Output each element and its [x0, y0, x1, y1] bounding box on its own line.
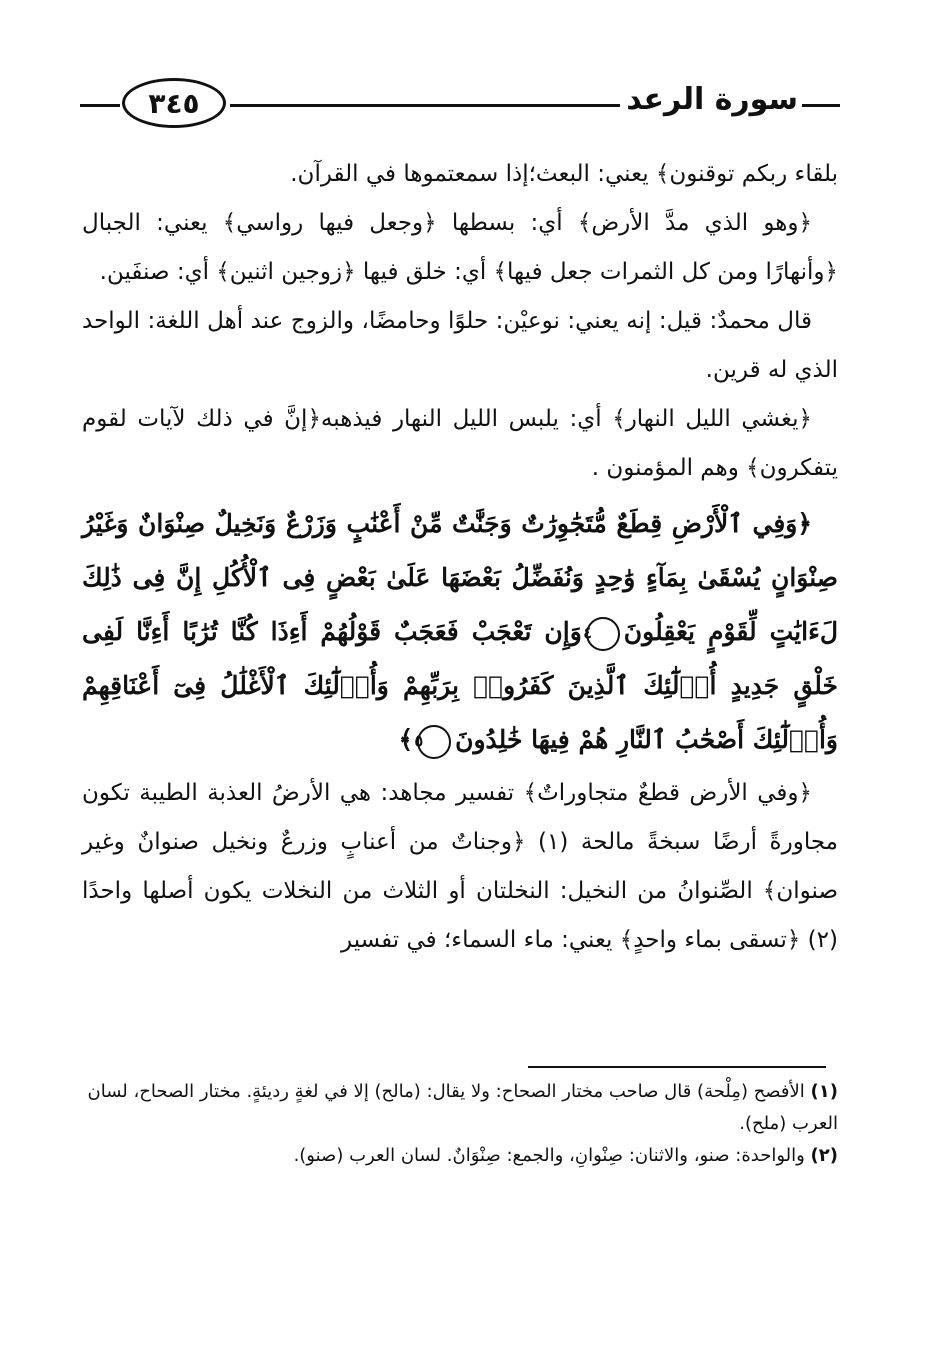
verse-text: وَإِن تَعْجَبْ فَعَجَبٌ قَوْلُهُمْ أَءِذَا كُنَّا تُرَٰبًا أَءِنَّا لَفِى خَلْقٍ جَدِيدٍ أُو۟لَٰٓئِكَ ٱلَّذِينَ كَفَرُوا۟ بِرَبِّهِمْ وَأُو۟لَٰٓئِكَ ٱلْأَغْلَٰلُ فِىٓ أَعْنَاقِهِمْ وَأُو۟لَٰٓئِكَ أَصْحَٰبُ ٱلنَّارِ هُمْ فِيهَا خَٰلِدُونَ	[82, 617, 838, 754]
page-body	[82, 150, 838, 965]
paragraph: بلقاء ربكم توقنون﴾ يعني: البعث؛إذا سمعتموها في القرآن.	[290, 161, 838, 187]
verse-text: ﴿وَفِي ٱلْأَرْضِ قِطَعٌ مُّتَجَٰوِرَٰتٌ وَجَنَّٰتٌ مِّنْ أَعْنَٰبٍ وَزَرْعٌ وَنَخِيلٌ صِنْوَانٌ وَغَيْرُ صِنْوَانٍ يُسْقَىٰ بِمَآءٍ وَٰحِدٍ وَنُفَضِّلُ بَعْضَهَا عَلَىٰ بَعْضٍ فِى ٱلْأُكُلِ إِنَّ فِى ذَٰلِكَ لَءَايَٰتٍ لِّقَوْمٍ يَعْقِلُونَ	[82, 509, 838, 646]
header-rule-left	[80, 104, 120, 107]
page-number: ٣٤٥	[122, 78, 226, 128]
footnotes	[82, 1076, 838, 1172]
surah-title: سورة الرعد	[626, 82, 798, 117]
commentary-paragraph: ﴿وفي الأرض قطعٌ متجاوراتٌ﴾ تفسير مجاهد: هي الأرضُ العذبة الطيبة تكون مجاورةً أرضًا سبخةً مالحة (١) ﴿وجناتٌ من أعنابٍ وزرعٌ ونخيل صنوانٌ وغير صنوان﴾ الصِّنوانُ من النخيل: النخلتان أو الثلاث من النخلات يكون أصلها واحدًا (٢) ﴿تسقى بماء واحدٍ﴾ يعني: ماء السماء؛ في تفسير	[82, 780, 838, 953]
verse-close-bracket: ﴾	[398, 725, 414, 754]
footnote-text: الأفصح (مِلْحة) قال صاحب مختار الصحاح: ولا يقال: (مالح) إلا في لغةٍ رديئةٍ. مختار الصحاح، لسان العرب (ملح).	[87, 1081, 838, 1134]
footnote-number: (١)	[810, 1081, 838, 1102]
header-rule-middle	[230, 104, 620, 107]
footnote-number: (٢)	[810, 1145, 838, 1166]
footnote-text: والواحدة: صنو، والاثنان: صِنْوانِ، والجمع: صِنْوَانٌ. لسان العرب (صنو).	[293, 1145, 805, 1166]
footnote	[82, 1076, 838, 1140]
ayah-number-marker: ٥	[417, 725, 451, 759]
paragraph: ﴿وهو الذي مدَّ الأرض﴾ أي: بسطها ﴿وجعل فيها رواسي﴾ يعني: الجبال ﴿وأنهارًا ومن كل الثمرات جعل فيها﴾ أي: خلق فيها ﴿زوجين اثنين﴾ أي: صنفَين.	[82, 210, 838, 285]
paragraph: قال محمدٌ: قيل: إنه يعني: نوعيْن: حلوًا وحامضًا، والزوج عند أهل اللغة: الواحد الذي له قرين.	[82, 308, 838, 383]
footnote-separator	[528, 1066, 826, 1068]
page-header	[80, 72, 840, 136]
paragraph: ﴿يغشي الليل النهار﴾ أي: يلبس الليل النهار فيذهبه﴿إنَّ في ذلك لآيات لقوم يتفكرون﴾ وهم المؤمنون .	[82, 406, 838, 481]
footnote	[82, 1140, 838, 1172]
quran-verse	[82, 497, 838, 767]
header-rule-right	[802, 104, 840, 107]
ayah-number-marker: ٤	[586, 617, 620, 651]
